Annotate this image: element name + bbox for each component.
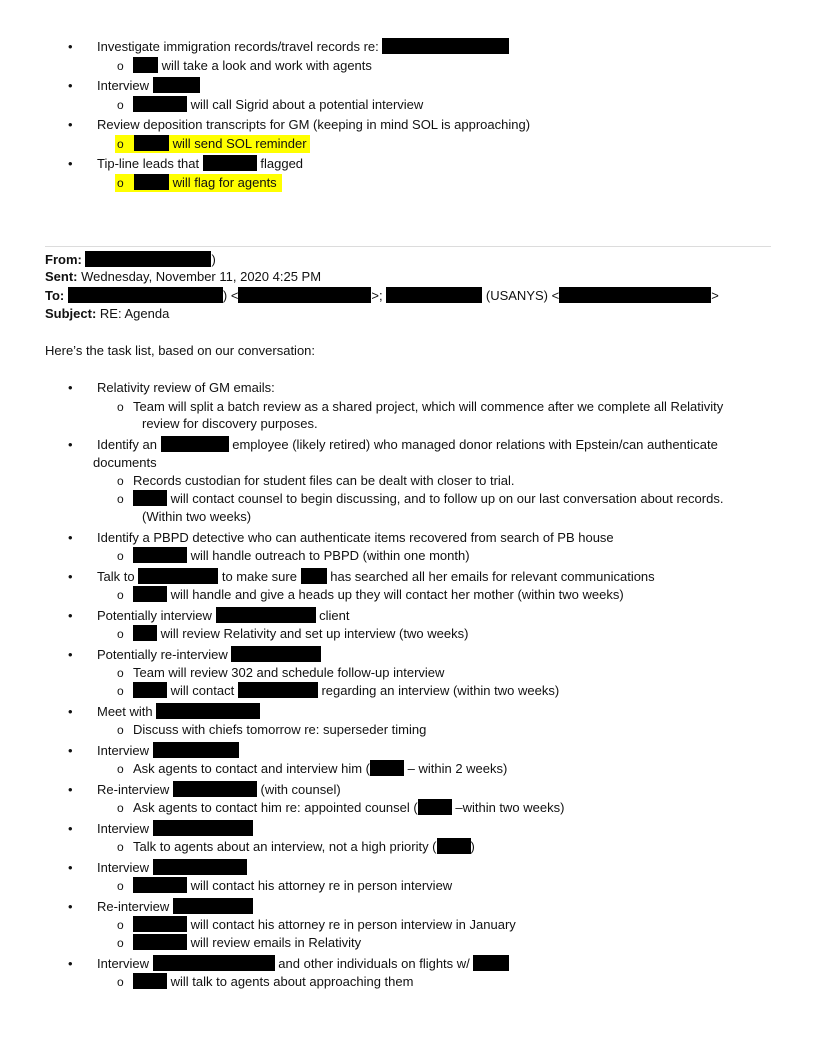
highlighted-item: o will flag for agents	[115, 174, 282, 192]
sub-bullet: o	[117, 588, 124, 602]
redaction	[133, 916, 187, 932]
redaction	[133, 877, 187, 893]
redaction	[138, 568, 218, 584]
subject-line: Subject: RE: Agenda	[45, 306, 170, 321]
sub-bullet: o	[117, 59, 124, 73]
redaction	[133, 934, 187, 950]
redaction	[238, 682, 318, 698]
list-item: will handle and give a heads up they will contact her mother (within two weeks)	[133, 586, 624, 604]
sub-bullet: o	[117, 549, 124, 563]
bullet: •	[68, 569, 73, 584]
sub-bullet: o	[117, 492, 124, 506]
bullet: •	[68, 608, 73, 623]
list-item: Interview	[97, 742, 239, 760]
redaction	[370, 760, 404, 776]
bullet: •	[68, 956, 73, 971]
redaction	[153, 77, 200, 93]
list-item: Ask agents to contact him re: appointed counsel ( –within two weeks)	[133, 800, 565, 815]
redaction	[386, 287, 482, 303]
sub-bullet: o	[117, 666, 124, 680]
bullet: •	[68, 704, 73, 719]
list-item-continued: review for discovery purposes.	[142, 416, 318, 431]
sub-bullet: o	[117, 762, 124, 776]
redaction	[437, 838, 471, 854]
redaction	[382, 38, 509, 54]
list-item: Identify a PBPD detective who can authenticate items recovered from search of PB house	[97, 530, 614, 545]
sub-bullet: o	[117, 840, 124, 854]
email-intro: Here’s the task list, based on our conversation:	[45, 343, 316, 358]
sub-bullet: o	[117, 176, 124, 190]
to-line: To: ) < >; (USANYS) < >	[45, 288, 719, 303]
redaction	[133, 490, 167, 506]
list-item: Talk to agents about an interview, not a high priority ( )	[133, 839, 475, 854]
bullet: •	[68, 647, 73, 662]
bullet: •	[68, 821, 73, 836]
redaction	[559, 287, 711, 303]
list-item: Team will review 302 and schedule follow-up interview	[133, 665, 445, 680]
bullet: •	[68, 117, 73, 132]
list-item: will contact regarding an interview (within two weeks)	[133, 682, 559, 700]
bullet: •	[68, 743, 73, 758]
list-item: will handle outreach to PBPD (within one month)	[133, 547, 470, 565]
list-item: will review Relativity and set up interview (two weeks)	[133, 625, 468, 643]
redaction	[231, 646, 321, 662]
list-item: Discuss with chiefs tomorrow re: superseder timing	[133, 722, 427, 737]
redaction	[134, 174, 169, 190]
list-item: will contact his attorney re in person interview	[133, 877, 452, 895]
list-item: Identify an employee (likely retired) who managed donor relations with Epstein/can authenticate	[97, 437, 718, 452]
redaction	[133, 57, 158, 73]
redaction	[161, 436, 229, 452]
list-item: will call Sigrid about a potential interview	[133, 96, 423, 114]
list-item: Talk to to make sure has searched all her emails for relevant communications	[97, 569, 655, 584]
list-item-continued: documents	[93, 455, 157, 470]
bullet: •	[68, 156, 73, 171]
sub-bullet: o	[117, 98, 124, 112]
redaction	[133, 96, 187, 112]
bullet: •	[68, 860, 73, 875]
bullet: •	[68, 78, 73, 93]
redaction	[216, 607, 316, 623]
bullet: •	[68, 39, 73, 54]
list-item: Tip-line leads that flagged	[97, 156, 304, 171]
redaction	[173, 898, 253, 914]
list-item: will talk to agents about approaching them	[133, 973, 413, 991]
list-item: Interview	[97, 859, 247, 877]
divider	[45, 246, 771, 247]
list-item: Investigate immigration records/travel records re:	[97, 38, 509, 56]
sub-bullet: o	[117, 879, 124, 893]
sent-line: Sent: Wednesday, November 11, 2020 4:25 PM	[45, 269, 322, 284]
bullet: •	[68, 899, 73, 914]
sub-bullet: o	[117, 801, 124, 815]
list-item: Relativity review of GM emails:	[97, 380, 275, 395]
list-item: Potentially re-interview	[97, 646, 321, 664]
redaction	[153, 859, 247, 875]
list-item: Interview and other individuals on flights w/	[97, 955, 509, 973]
sub-bullet: o	[117, 936, 124, 950]
list-item: Interview	[97, 820, 253, 838]
bullet: •	[68, 530, 73, 545]
redaction	[134, 135, 169, 151]
redaction	[133, 682, 167, 698]
redaction	[133, 586, 167, 602]
bullet: •	[68, 437, 73, 452]
list-item: will contact his attorney re in person interview in January	[133, 916, 516, 934]
redaction	[133, 973, 167, 989]
list-item: Records custodian for student files can be dealt with closer to trial.	[133, 473, 515, 488]
list-item: Interview	[97, 77, 200, 95]
list-item: Ask agents to contact and interview him ( – within 2 weeks)	[133, 761, 508, 776]
bullet: •	[68, 380, 73, 395]
sub-bullet: o	[117, 975, 124, 989]
sub-bullet: o	[117, 474, 124, 488]
sub-bullet: o	[117, 918, 124, 932]
redaction	[418, 799, 452, 815]
sub-bullet: o	[117, 400, 124, 414]
redaction	[473, 955, 509, 971]
redaction	[68, 287, 223, 303]
sub-bullet: o	[117, 684, 124, 698]
list-item: Potentially interview client	[97, 608, 350, 623]
list-item: Meet with	[97, 703, 260, 721]
redaction	[156, 703, 260, 719]
redaction	[85, 251, 211, 267]
sub-bullet: o	[117, 723, 124, 737]
bullet: •	[68, 782, 73, 797]
redaction	[133, 547, 187, 563]
redaction	[173, 781, 257, 797]
redaction	[153, 742, 239, 758]
from-line: From: )	[45, 252, 216, 267]
list-item: will take a look and work with agents	[133, 57, 372, 75]
list-item: will review emails in Relativity	[133, 934, 361, 952]
list-item: Review deposition transcripts for GM (keeping in mind SOL is approaching)	[97, 117, 531, 132]
redaction	[153, 955, 275, 971]
redaction	[133, 625, 157, 641]
list-item-continued: (Within two weeks)	[142, 509, 252, 524]
highlighted-item: o will send SOL reminder	[115, 135, 310, 153]
list-item: Re-interview	[97, 898, 253, 916]
redaction	[301, 568, 327, 584]
redaction	[203, 155, 257, 171]
list-item: will contact counsel to begin discussing, and to follow up on our last conversation about records.	[133, 490, 723, 508]
list-item: Team will split a batch review as a shared project, which will commence after we complete all Relativity	[133, 399, 724, 414]
list-item: Re-interview (with counsel)	[97, 782, 341, 797]
redaction	[238, 287, 371, 303]
sub-bullet: o	[117, 137, 124, 151]
sub-bullet: o	[117, 627, 124, 641]
redaction	[153, 820, 253, 836]
